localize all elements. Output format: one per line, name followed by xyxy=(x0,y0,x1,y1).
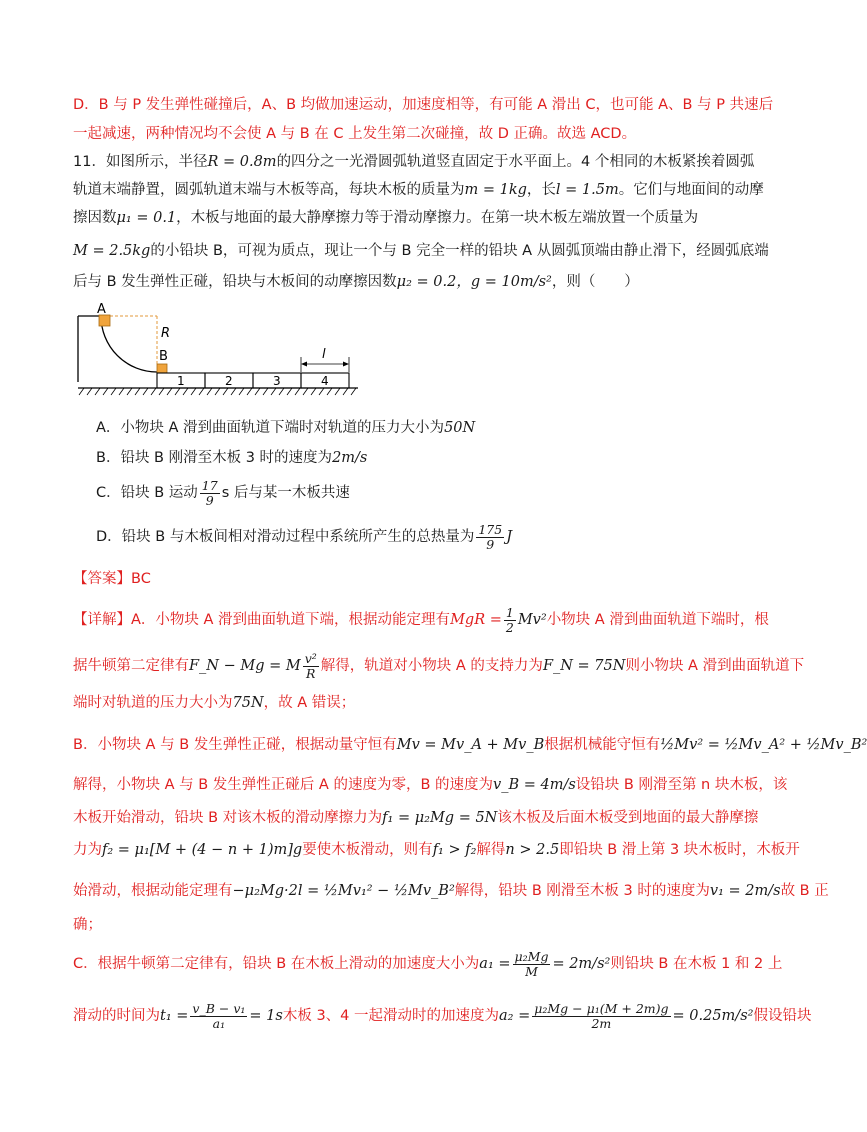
option-d: D．铅块 B 与木板间相对滑动过程中系统所产生的总热量为 $\frac{175}{9}$ J xyxy=(96,521,513,552)
detail-line-6: 木板开始滑动，铅块 B 对该木板的滑动摩擦力为f₁ = μ₂Mg = 5N该木板及后面木板受到地面的最大静摩擦 xyxy=(73,810,759,826)
detail-line-3: 端时对轨道的压力大小为75N，故 A 错误； xyxy=(73,695,356,711)
detail-line-9: 确； xyxy=(73,917,102,933)
detail-line-8: 始滑动，根据动能定理有−μ₂Mg·2l = ½Mv₁² − ½Mv_B²解得，铅块 B 刚滑至木板 3 时的速度为v₁ = 2m/s故 B 正 xyxy=(73,883,829,899)
detail-line-4: B．小物块 A 与 B 发生弹性正碰，根据动量守恒有Mv = Mv_A + Mv_B根据机械能守恒有½Mv² = ½Mv_A² + ½Mv_B² xyxy=(73,737,867,753)
detail-line-7: 力为f₂ = μ₁[M + (4 − n + 1)m]g要使木板滑动，则有f₁ > f₂解得n > 2.5即铅块 B 滑上第 3 块木板时，木板开 xyxy=(73,842,800,858)
label-a: A xyxy=(97,302,106,317)
board-3-label: 3 xyxy=(273,374,281,388)
label-l: l xyxy=(322,347,326,362)
question-line-1: 11．如图所示，半径R = 0.8m的四分之一光滑圆弧轨道竖直固定于水平面上。4 个相同的木板紧挨着圆弧 xyxy=(73,154,755,170)
question-line-3: 擦因数μ₁ = 0.1，木板与地面的最大静摩擦力等于滑动摩擦力。在第一块木板左端放置一个质量为 xyxy=(73,210,699,226)
board-1-label: 1 xyxy=(177,374,185,388)
option-b: B．铅块 B 刚滑至木板 3 时的速度为2m/s xyxy=(96,450,368,466)
answer-line: 【答案】BC xyxy=(73,571,151,587)
detail-line-1: 【详解】A．小物块 A 滑到曲面轨道下端，根据动能定理有MgR = $\frac{1}{2}$ Mv²小物块 A 滑到曲面轨道下端时，根 xyxy=(73,604,769,635)
option-a: A．小物块 A 滑到曲面轨道下端时对轨道的压力大小为50N xyxy=(96,420,476,436)
question-line-5: 后与 B 发生弹性正碰，铅块与木板间的动摩擦因数μ₂ = 0.2，g = 10m/s²，则（ ） xyxy=(73,274,639,290)
solution-d-line-1: D．B 与 P 发生弹性碰撞后，A、B 均做加速运动，加速度相等，有可能 A 滑出 C，也可能 A、B 与 P 共速后 xyxy=(73,97,774,113)
question-line-4: M = 2.5kg的小铅块 B，可视为质点，现让一个与 B 完全一样的铅块 A 从圆弧顶端由静止滑下，经圆弧底端 xyxy=(73,243,769,259)
question-line-2: 轨道末端静置，圆弧轨道末端与木板等高，每块木板的质量为m = 1kg，长l = 1.5m。它们与地面间的动摩 xyxy=(73,182,764,198)
solution-d-line-2: 一起减速，两种情况均不会使 A 与 B 在 C 上发生第二次碰撞，故 D 正确。故选 ACD。 xyxy=(73,126,637,142)
detail-line-10: C．根据牛顿第二定律有，铅块 B 在木板上滑动的加速度大小为a₁ = $\frac{\text{μ₂Mg}}{M}$ = 2m/s²则铅块 B 在木板 1 和 2 上 xyxy=(73,948,783,979)
board-4-label: 4 xyxy=(321,374,329,388)
block-b xyxy=(157,364,167,373)
board-2-label: 2 xyxy=(225,374,233,388)
detail-line-2: 据牛顿第二定律有F_N − Mg = M $\frac{\text{v²}}{R}$ 解得，轨道对小物块 A 的支持力为F_N = 75N则小物块 A 滑到曲面轨道下 xyxy=(73,650,805,681)
label-b: B xyxy=(159,349,168,364)
detail-line-11: 滑动的时间为t₁ = $\frac{\text{v\_B − v₁}}{\text{a₁}}$ = 1s木板 3、4 一起滑动时的加速度为a₂ = $\frac{\text{μ₂Mg − μ₁(M + 2m)g}}{2m}$ = 0.25m/s²假设铅块 xyxy=(73,1000,812,1031)
detail-line-5: 解得，小物块 A 与 B 发生弹性正碰后 A 的速度为零，B 的速度为v_B = 4m/s设铅块 B 刚滑至第 n 块木板，该 xyxy=(73,777,788,793)
option-c: C．铅块 B 运动 $\frac{17}{9}$ s 后与某一木板共速 xyxy=(96,477,350,508)
track-figure xyxy=(70,300,370,400)
label-r: R xyxy=(161,326,171,341)
